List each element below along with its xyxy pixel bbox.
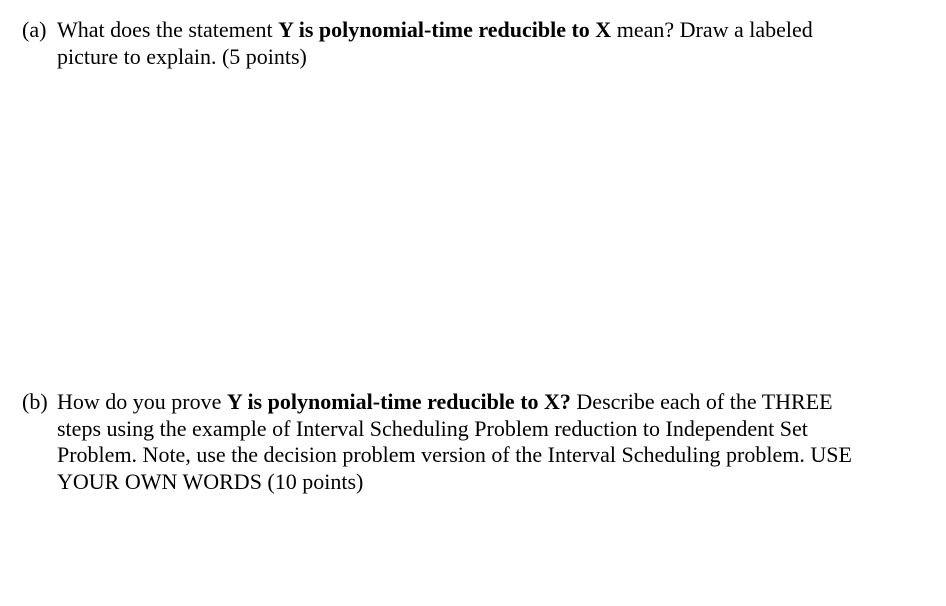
- question-b-line-1: [22, 389, 922, 416]
- question-a-line-2: picture to explain. (5 points): [57, 43, 307, 69]
- question-a-line-1: [22, 17, 922, 44]
- question-b: [22, 389, 922, 495]
- question-b-line-3: Problem. Note, use the decision problem version of the Interval Scheduling problem. USE: [57, 442, 852, 467]
- question-b-line-4: YOUR OWN WORDS (10 points): [57, 468, 364, 494]
- question-a-label: (a): [22, 17, 47, 42]
- question-a: [22, 17, 922, 70]
- question-b-label: (b): [22, 389, 48, 414]
- question-a-bold: Y is polynomial-time reducible to X: [278, 17, 612, 42]
- question-b-text-2: Describe each of the THREE: [570, 389, 833, 414]
- question-b-line-2: steps using the example of Interval Scheduling Problem reduction to Independent Set: [57, 415, 808, 441]
- question-b-bold: Y is polynomial-time reducible to X?: [226, 389, 571, 414]
- question-a-text-2: mean? Draw a labeled: [611, 17, 813, 42]
- question-b-text-1: How do you prove: [57, 389, 227, 414]
- question-a-text-1: What does the statement: [57, 17, 279, 42]
